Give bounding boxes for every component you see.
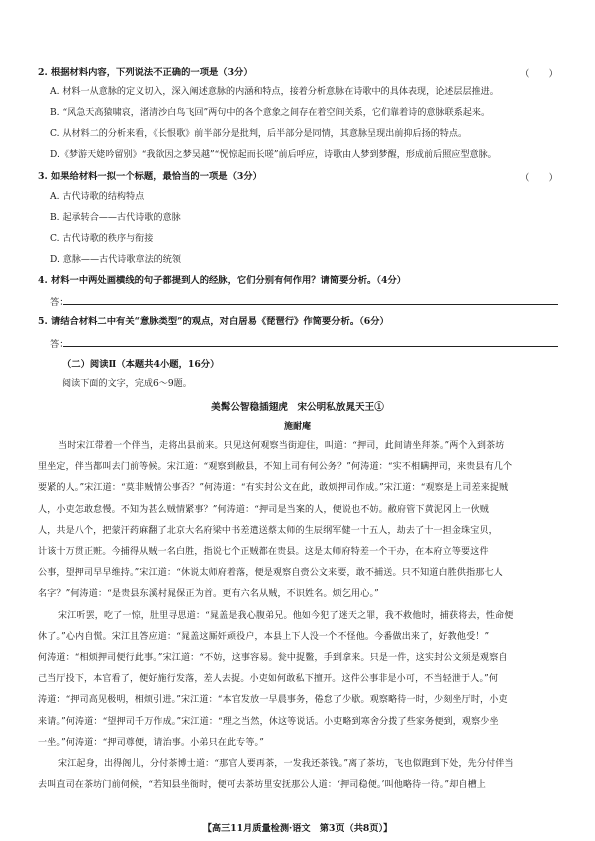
story-line: 当时宋江带着一个伴当，走将出县前来。只见这何观察当街迎住，叫道：“押司，此间请坐拜茶。”两个入到茶坊	[58, 441, 505, 451]
question-3-option-a: A. 古代诗歌的结构特点	[50, 192, 145, 202]
question-2-option-b: B. “风急天高猿啸哀，渚清沙白鸟飞回”两句中的各个意象之间存在着空间关系，它们靠着诗的意脉联系起来。	[50, 108, 491, 118]
question-4-stem: 4. 材料一中两处画横线的句子都提到人的经脉，它们分别有何作用？请简要分析。（4分）	[38, 275, 407, 286]
section-heading: （二）阅读Ⅱ（本题共4小题，16分）	[62, 359, 220, 370]
story-line: 休了。”心内自慌。宋江且答应道：“晁盖这厮奸顽役户，本县上下人没一个不怪他。今番做出来了，好教他受！”	[38, 631, 490, 642]
story-author: 施耐庵	[283, 422, 311, 432]
section-instruction: 阅读下面的文字，完成6～9题。	[62, 379, 192, 389]
question-5-answer-label: 答：	[50, 339, 69, 350]
story-line: 来请。”何涛道：“望押司千万作成。”宋江道：“理之当然，休这等说话。小吏略到寒舍分拨了些家务便到，观察少坐	[38, 716, 499, 727]
question-5-stem: 5. 请结合材料二中有关“意脉类型”的观点，对白居易《琵琶行》作简要分析。（6分）	[38, 316, 389, 327]
question-2-option-a: A. 材料一从意脉的定义切入，深入阐述意脉的内涵和特点，接着分析意脉在诗歌中的具体表现，论述层层推进。	[50, 87, 499, 97]
question-4-answer-line[interactable]	[63, 304, 558, 305]
story-title: 美髯公智稳插翅虎 宋公明私放晁天王①	[211, 402, 384, 413]
page-footer: 【高三11月质量检测·语文 第3页（共8页）】	[202, 823, 393, 834]
story-line: 宋江起身，出得阁儿，分付茶博士道：“那官人要再茶，一发我还茶钱。”离了茶坊，飞也似跑到下处，先分付伴当	[58, 759, 514, 769]
story-line: 名字？”何涛道：“是贵县东溪村晁保正为首。更有六名从贼，不识姓名。烦乞用心。”	[38, 589, 379, 600]
question-2-option-d: D.《梦游天姥吟留别》“我欲因之梦吴越”“怳惊起而长嗟”前后呼应，诗歌由人梦到梦醒，形成前后照应型意脉。	[50, 150, 497, 160]
question-3-answer-paren: （ ）	[520, 173, 559, 184]
story-line: 何涛道：“相烦押司便行此事。”宋江道：“不妨，这事容易。瓮中捉鳖，手到拿来。只是一件，这实封公文须是观察自	[38, 653, 508, 663]
question-3-option-d: D. 意脉——古代诗歌章法的统领	[50, 255, 181, 265]
question-3-option-b: B. 起承转合——古代诗歌的意脉	[50, 213, 181, 223]
story-line: 涛道：“押司高见极明，相烦引进。”宋江道：“本官发放一早晨事务，倦怠了少歇。观察略待一时，少刻坐厅时，小吏	[38, 695, 508, 706]
question-3-option-c: C. 古代诗歌的秩序与衔接	[50, 234, 154, 244]
story-line: 计该十万贯正赃。今捕得从贼一名白胜，指说七个正贼都在贵县。这是太师府特差一个干办，在本府立等要这件	[38, 547, 489, 557]
question-4-answer-label: 答：	[50, 297, 69, 308]
story-line: 己当厅投下，本官看了，便好施行发落，差人去捉。小吏如何敢私下擅开。这件公事非是小可，不当轻泄于人。”何	[38, 674, 499, 685]
story-line: 去叫直司在茶坊门前伺候，“若知县坐衙时，便可去茶坊里安抚那公人道：‘押司稳便。’叫他略待一待。”却自槽上	[38, 780, 486, 791]
question-2-answer-paren: （ ）	[520, 69, 559, 80]
question-5-answer-line[interactable]	[63, 346, 558, 347]
story-line: 人，共是八个，把蒙汗药麻翻了北京大名府梁中书差遣送蔡太师的生辰纲军健一十五人，劫去了十一担金珠宝贝，	[38, 525, 498, 536]
story-line: 人，小吏怎敢怠慢。不知为甚么贼情紧事？”何涛道：“押司是当案的人，便说也不妨。敝府管下黄泥冈上一伙贼	[38, 504, 489, 515]
question-2-option-c: C. 从材料二的分析来看，《长恨歌》前半部分是批判，后半部分是同情，其意脉呈现出前抑后扬的特点。	[50, 129, 468, 139]
question-2-stem: 2. 根据材料内容，下列说法不正确的一项是（3分）	[38, 67, 253, 78]
story-line: 宋江听罢，吃了一惊，肚里寻思道：“晁盖是我心腹弟兄。他如今犯了迷天之罪，我不救他时，捕获将去，性命便	[58, 610, 514, 621]
story-line: 一坐。”何涛道：“押司尊便，请治事。小弟只在此专等。”	[38, 737, 264, 748]
story-line: 里坐定，伴当都叫去门前等候。宋江道：“观察到敝县，不知上司有何公务？”何涛道：“实不相瞒押司，来贵县有几个	[38, 462, 513, 473]
question-3-stem: 3. 如果给材料一拟一个标题，最恰当的一项是（3分）	[38, 171, 262, 182]
story-line: 要紧的人。”宋江道：“莫非贼情公事否？”何涛道：“有实封公文在此，敢烦押司作成。”宋江道：“观察是上司差来捉贼	[38, 483, 509, 494]
story-line: 公事，望押司早早维持。”宋江道：“休说太师府着落，便是观察自赍公文来要，敢不捕送。只不知道白胜供指那七人	[38, 568, 503, 579]
